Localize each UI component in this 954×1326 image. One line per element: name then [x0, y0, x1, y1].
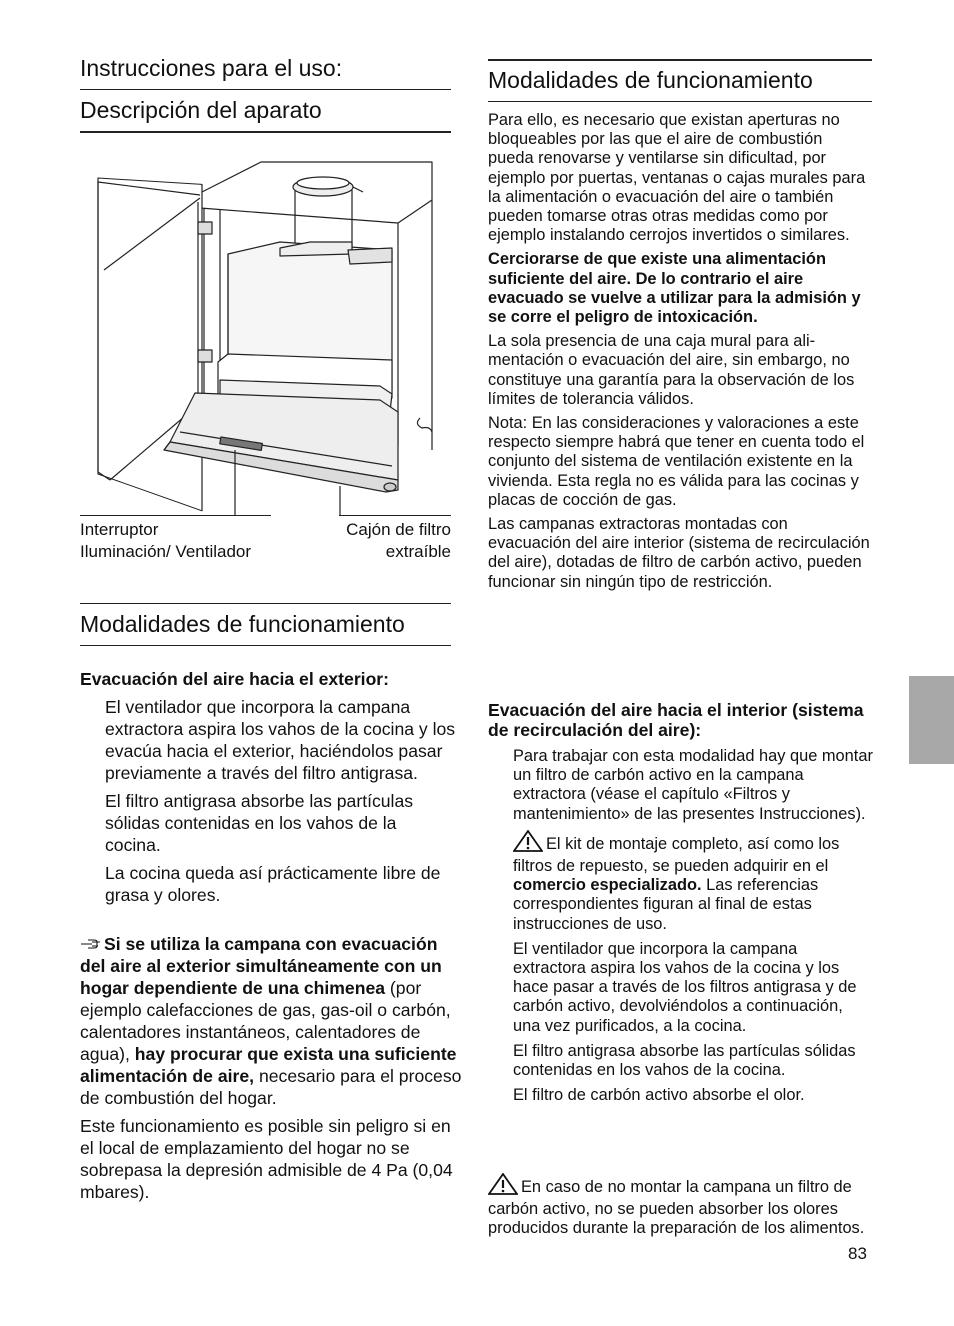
- kit-text: Las referencias correspondientes figuran al final de estas instrucciones de uso.: [513, 876, 819, 933]
- title-description: Descripción del aparato: [80, 97, 322, 123]
- paragraph: Las campanas extractoras montadas con evacuación del aire interior (sistema de recirculación del aire), dotadas de filtro de carbón activo, pueden funcionar sin ningún tipo de restricción.: [488, 515, 870, 591]
- final-warning-paragraph: [488, 1173, 872, 1239]
- caption-filter-line2: extraíble: [385, 542, 451, 561]
- caption-filter-drawer: [346, 519, 451, 563]
- kit-bold: comercio especializado.: [513, 876, 702, 895]
- title-instructions: Instrucciones para el uso:: [80, 55, 343, 81]
- right-title-modes: Modalidades de funcionamiento: [488, 67, 813, 93]
- kit-paragraph: [513, 830, 873, 934]
- paragraph: La sola presencia de una caja mural para alimentación o evacuación del aire, sin embargo, no constituye una garantía para la observación de los límites de tolerancia válidos.: [488, 332, 855, 408]
- section-title-modes: Modalidades de funcionamiento: [80, 611, 405, 637]
- paragraph: Este funcionamiento es posible sin peligro si en el local de emplazamiento del hogar no se sobrepasa la depresión admisible de 4 Pa (0,04 mbares).: [80, 1116, 453, 1202]
- warning-icon: [488, 1173, 518, 1200]
- note-bold: Si se utiliza la campana con evacuación del aire al exterior simultáneamente con un hogar dependiente de una chimenea: [80, 934, 442, 998]
- caption-leader-right: [339, 515, 451, 516]
- subheading-interior: Evacuación del aire hacia el interior (sistema de recirculación del aire):: [488, 700, 864, 740]
- caption-leader-left: [80, 515, 271, 516]
- caption-filter-line1: Cajón de filtro: [346, 520, 451, 539]
- note-bold: hay procurar que exista una suficiente alimentación de aire,: [80, 1044, 457, 1086]
- note-text: necesario para el proceso de combustión del hogar.: [80, 1066, 462, 1108]
- paragraph: Nota: En las consideraciones y valoraciones a este respecto siempre habrá que tener en cuenta todo el conjunto del sistema de ventilación existente en la vivienda. Esta regla no es válida para las cocinas y placas de cocción de gas.: [488, 414, 865, 509]
- title-rule: [80, 89, 451, 90]
- paragraph: Para ello, es necesario que existan aperturas no bloqueables por las que el aire de combustión pueda renovarse y ventilarse sin dificultad, por ejemplo por puertas, ventanas o cajas murales para la alimentación o evacuación del aire o también pueden tomarse otras otras medidas como por ejemplo instalando cerrojos invertidos o similares.: [488, 111, 866, 245]
- paragraph: El filtro antigrasa absorbe las partículas sólidas contenidas en los vahos de la cocina.: [105, 791, 414, 855]
- paragraph: El filtro antigrasa absorbe las partículas sólidas contenidas en los vahos de la cocina.: [513, 1041, 856, 1080]
- caption-switch: [80, 519, 251, 563]
- range-hood-illustration: [80, 150, 452, 520]
- caption-switch-line1: Interruptor: [80, 520, 159, 539]
- paragraph: La cocina queda así prácticamente libre de grasa y olores.: [105, 863, 441, 905]
- title-rule: [80, 131, 451, 133]
- warning-paragraph: Cerciorarse de que existe una alimentación suficiente del aire. De lo contrario el aire evacuado se vuelve a utilizar para la admisión y se corre el peligro de intoxicación.: [488, 250, 861, 327]
- paragraph: El ventilador que incorpora la campana extractora aspira los vahos de la cocina y los evacúa hacia el exterior, haciéndolos pasar previamente a través del filtro antigrasa.: [105, 697, 456, 783]
- pointing-hand-icon: [80, 933, 104, 955]
- final-warning-text: En caso de no montar la campana un filtro de carbón activo, no se pueden absorber los olores producidos durante la preparación de los alimentos.: [488, 1178, 865, 1238]
- kit-text: El kit de montaje completo, así como los filtros de repuesto, se pueden adquirir en el: [513, 834, 840, 876]
- paragraph: El filtro de carbón activo absorbe el olor.: [513, 1086, 805, 1105]
- subheading-exterior: Evacuación del aire hacia el exterior:: [80, 669, 390, 689]
- right-title-rule: [488, 59, 872, 61]
- chimney-note: [80, 933, 464, 1203]
- paragraph: Para trabajar con esta modalidad hay que montar un filtro de carbón activo en la campana extractora (véase el capítulo «Filtros y mantenimiento» de las presentes Instrucciones).: [513, 747, 873, 823]
- exterior-paragraphs: [105, 696, 457, 906]
- section-rule: [80, 603, 451, 604]
- final-warning: [488, 1173, 872, 1239]
- note-paragraph: [80, 933, 464, 1109]
- chapter-tab: [909, 676, 954, 764]
- paragraph: El ventilador que incorpora la campana extractora aspira los vahos de la cocina y los hace pasar a través de los filtros antigrasa y de carbón activo, devolviéndolos a continuación, una vez purificados, a la cocina.: [513, 939, 857, 1035]
- warning-icon: [513, 830, 543, 857]
- note-text: (por ejemplo calefacciones de gas, gas-oil o carbón, calentadores instantáneos, calentadores de agua),: [80, 978, 451, 1064]
- page-number: 83: [848, 1244, 867, 1263]
- caption-switch-line2: Iluminación/ Ventilador: [80, 542, 252, 561]
- right-column-text: [488, 111, 872, 592]
- right-title-rule: [488, 101, 872, 102]
- interior-paragraphs: [513, 747, 873, 1105]
- section-rule: [80, 645, 451, 646]
